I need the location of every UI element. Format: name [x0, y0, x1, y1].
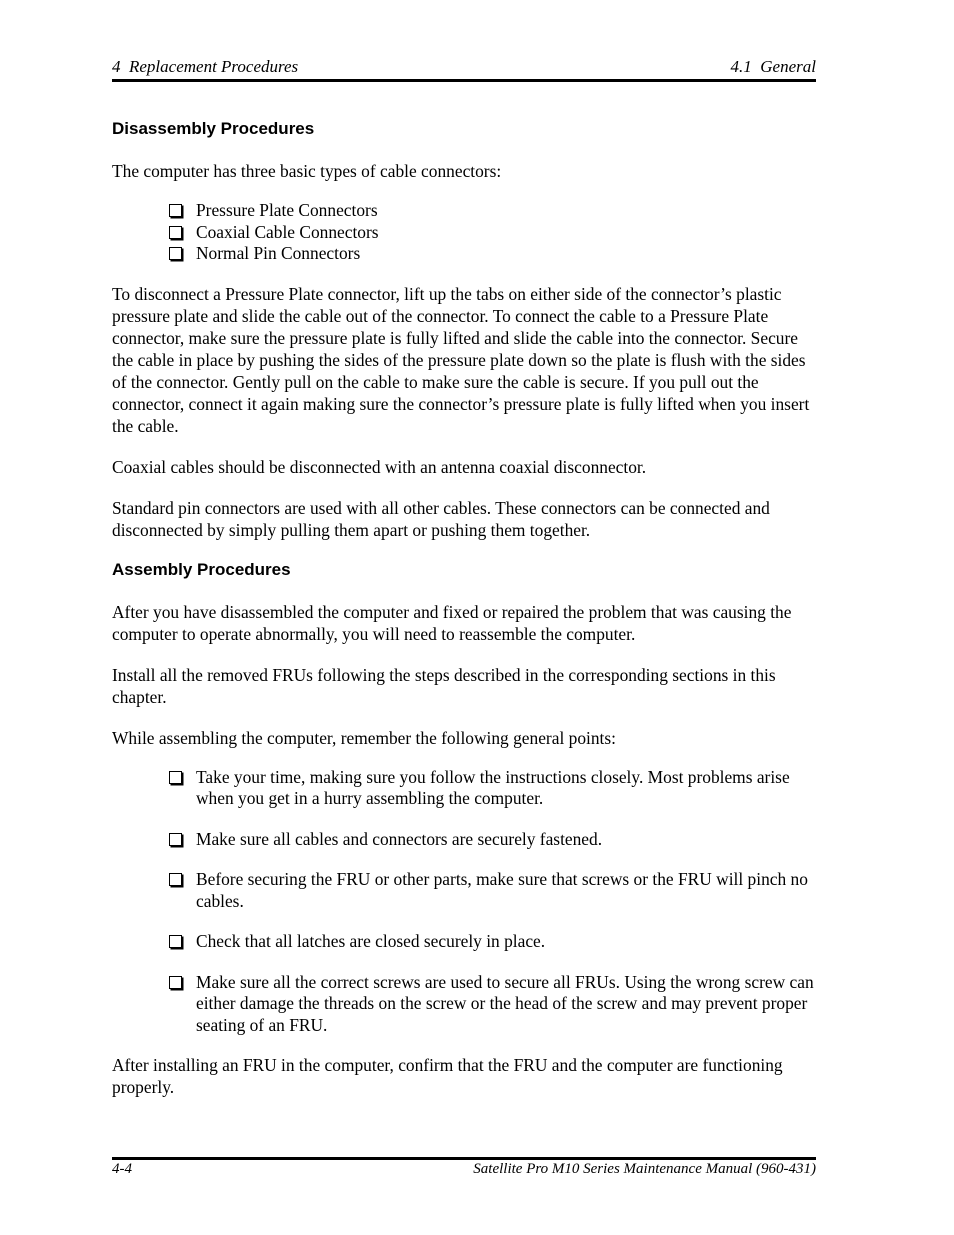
list-item: Coaxial Cable Connectors — [168, 222, 816, 244]
assembly-heading: Assembly Procedures — [112, 559, 291, 579]
connector-types-list — [112, 200, 816, 265]
page-content — [112, 118, 816, 1098]
checkbox-icon — [169, 935, 182, 948]
checkbox-icon — [169, 226, 182, 239]
checkbox-icon — [169, 247, 182, 260]
disassembly-heading: Disassembly Procedures — [112, 119, 315, 138]
assembly-intro-paragraph: After you have disassembled the computer and fixed or repaired the problem that was causing the computer to operate abnormally, you will need to reassemble the computer. — [112, 601, 792, 644]
coaxial-paragraph: Coaxial cables should be disconnected with an antenna coaxial disconnector. — [112, 456, 647, 477]
confirm-function-paragraph: After installing an FRU in the computer, confirm that the FRU and the computer are functioning properly. — [112, 1055, 783, 1097]
list-item: Check that all latches are closed securely in place. — [168, 931, 816, 953]
assembly-points-list — [112, 767, 816, 1037]
checkbox-icon — [169, 771, 182, 784]
pressure-plate-paragraph: To disconnect a Pressure Plate connector, lift up the tabs on either side of the connector’s plastic pressure plate and slide the cable out of the connector. To connect the cable to a Pressure Plate connector, make sure the pressure plate is fully lifted and slide the cable into the connector. Secure the cable in place by pushing the sides of the pressure plate down so the plate is flush with the sides of the connector. Gently pull on the cable to make sure the cable is secure. If you pull out the connector, connect it again making sure the connector’s pressure plate is fully lifted when you insert the cable. — [112, 283, 810, 436]
header-rule — [112, 79, 816, 82]
checkbox-icon — [169, 873, 182, 886]
checkbox-icon — [169, 833, 182, 846]
list-item: Before securing the FRU or other parts, make sure that screws or the FRU will pinch no cables. — [168, 869, 816, 912]
standard-pin-paragraph: Standard pin connectors are used with all other cables. These connectors can be connected and disconnected by simply pulling them apart or pushing them together. — [112, 497, 770, 540]
list-item: Pressure Plate Connectors — [168, 200, 816, 222]
list-item: Make sure all the correct screws are used to secure all FRUs. Using the wrong screw can either damage the threads on the screw or the head of the screw and may prevent proper seating of an FRU. — [168, 972, 816, 1037]
page-number: 4-4 — [112, 1161, 132, 1177]
checkbox-icon — [169, 976, 182, 989]
disassembly-intro: The computer has three basic types of cable connectors: — [112, 161, 502, 181]
list-item: Normal Pin Connectors — [168, 243, 816, 265]
list-item: Make sure all cables and connectors are securely fastened. — [168, 829, 816, 851]
install-frus-paragraph: Install all the removed FRUs following the steps described in the corresponding sections in this chapter. — [112, 664, 776, 707]
header-chapter: 4 Replacement Procedures — [112, 57, 299, 76]
header-section: 4.1 General — [730, 57, 816, 76]
checkbox-icon — [169, 204, 182, 217]
general-points-intro: While assembling the computer, remember the following general points: — [112, 727, 616, 748]
list-item: Take your time, making sure you follow the instructions closely. Most problems arise when you get in a hurry assembling the computer. — [168, 767, 816, 810]
manual-title: Satellite Pro M10 Series Maintenance Manual (960-431) — [473, 1161, 816, 1177]
